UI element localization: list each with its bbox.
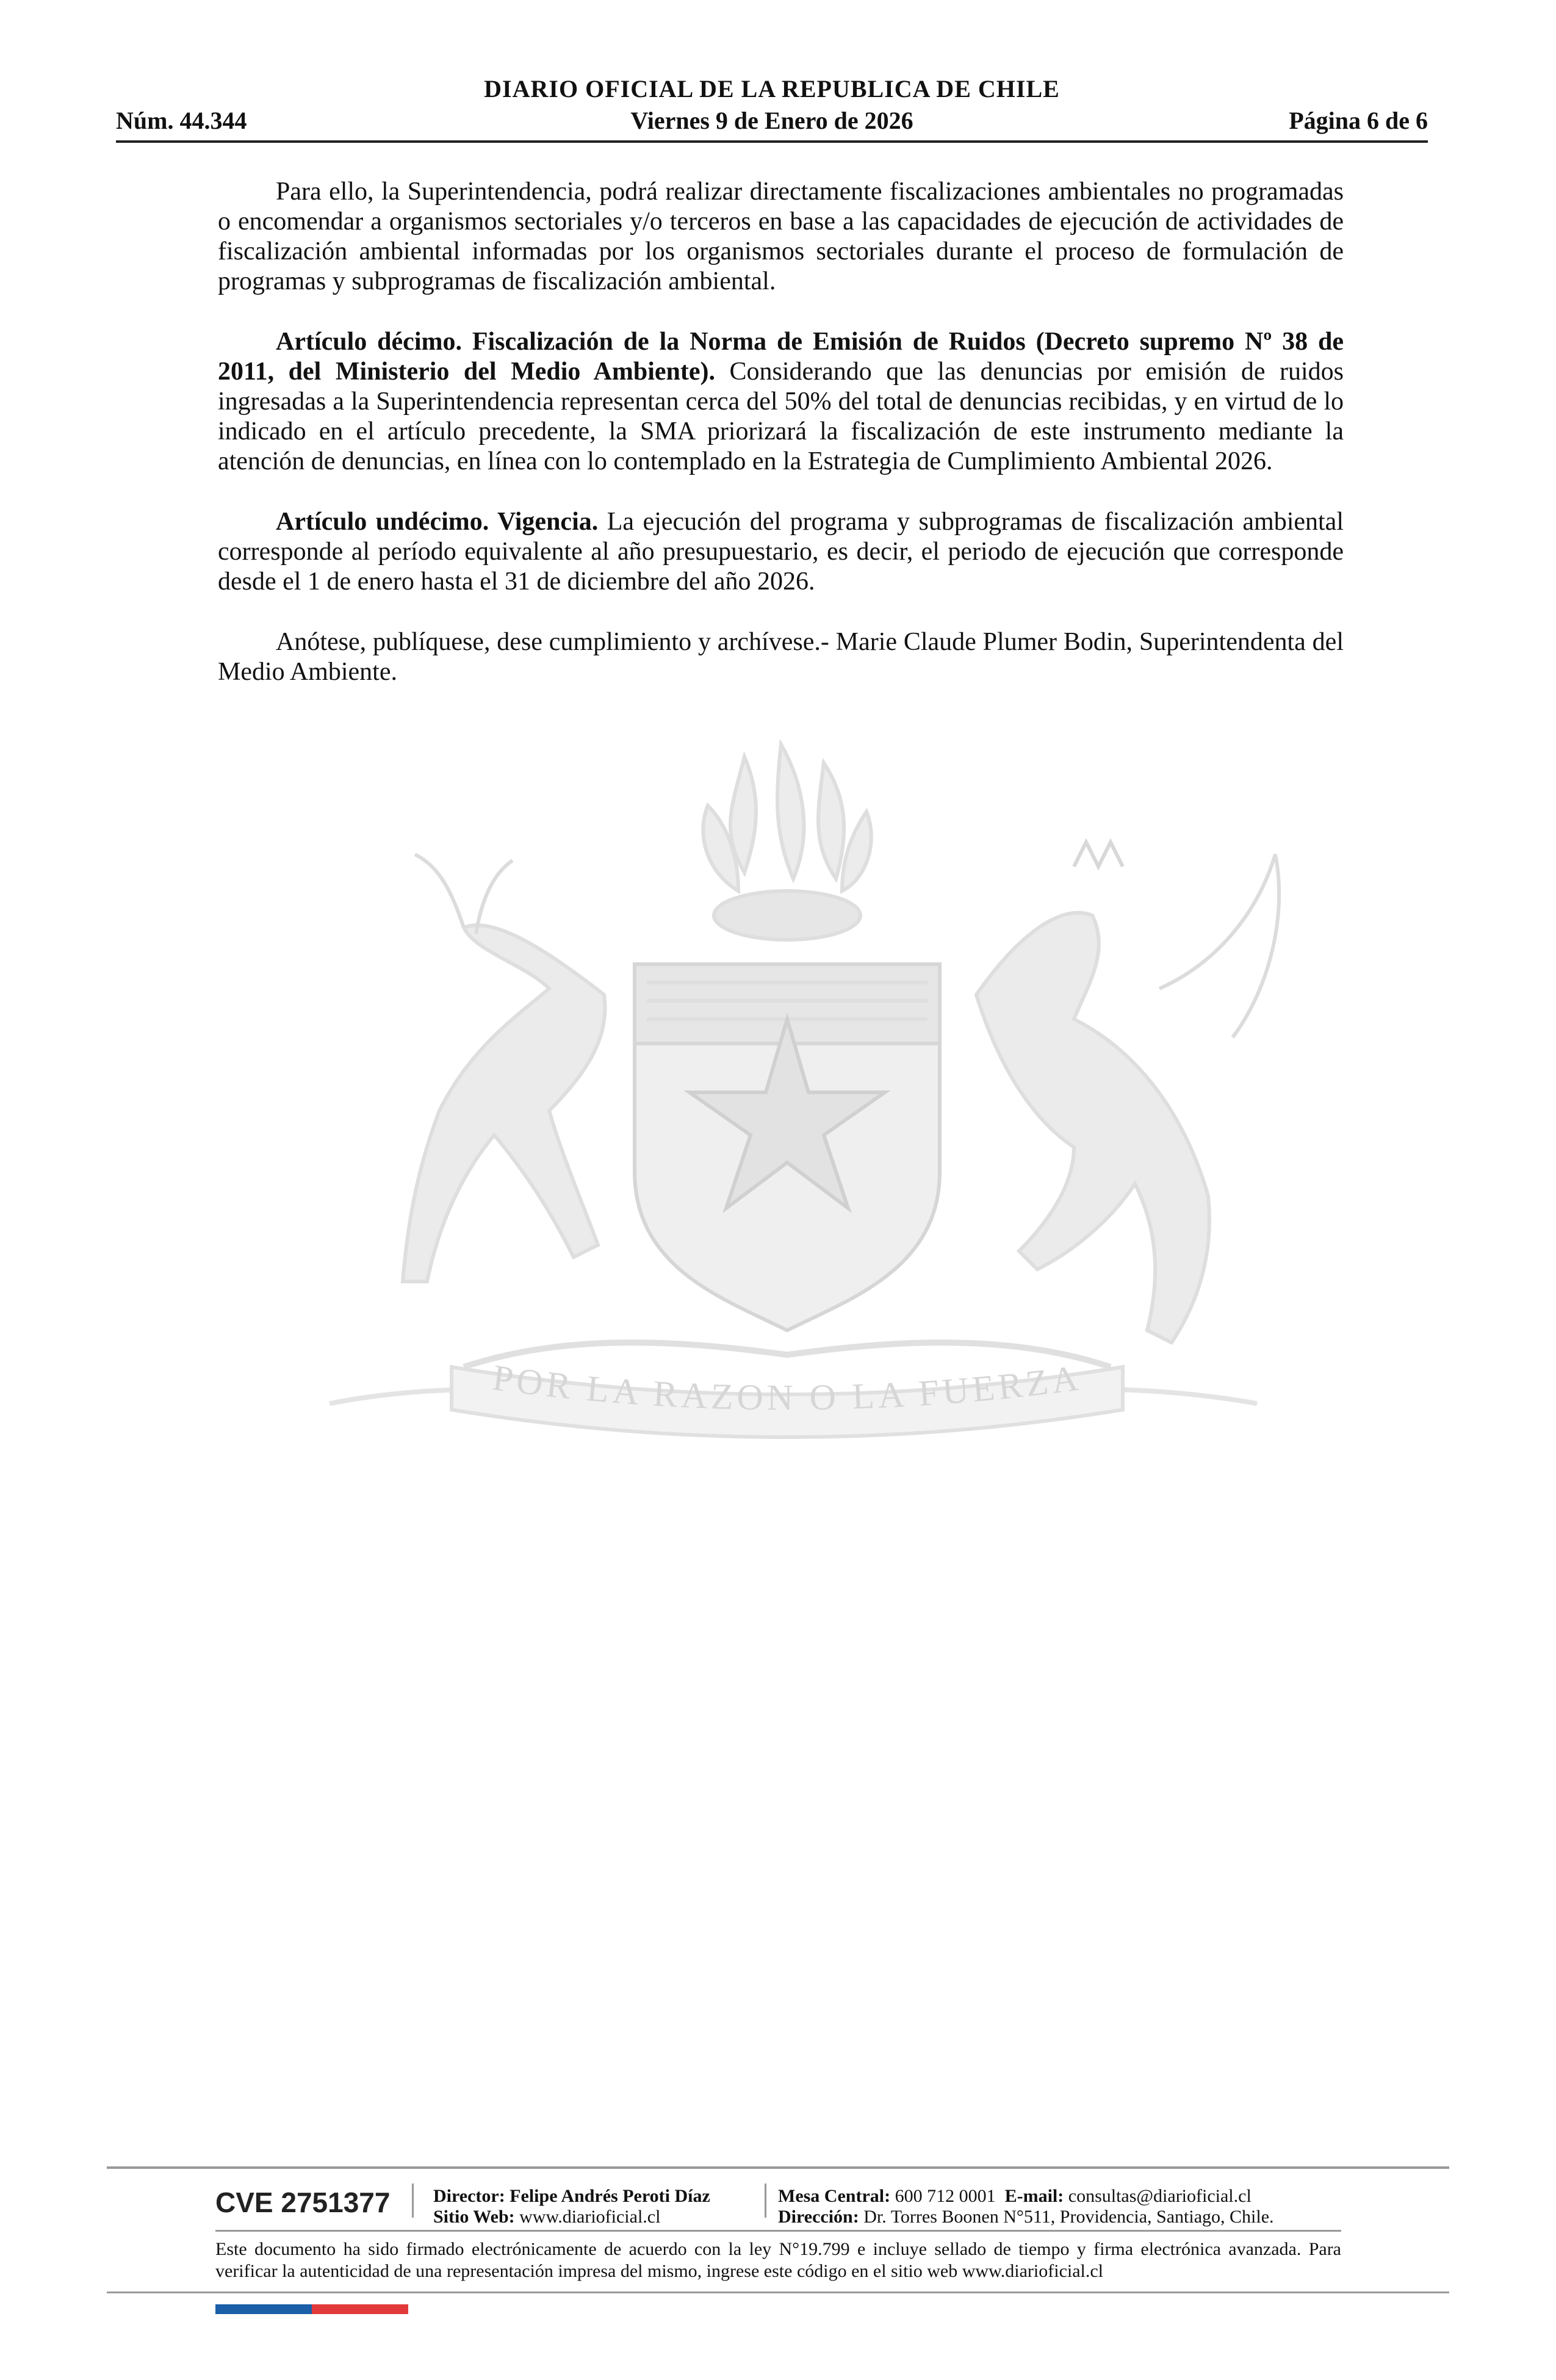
article-10-heading: Artículo décimo. Fiscalización de la Norma de Emisión de Ruidos (Decreto supremo Nº 38 de 2011, del Ministerio del Medio Ambiente). (218, 328, 1344, 386)
paragraph-article-11 (218, 507, 1344, 597)
director-name: Felipe Andrés Peroti Díaz (510, 2186, 710, 2206)
footer-separator (412, 2183, 414, 2218)
director-label: Director: (433, 2186, 505, 2206)
website-link[interactable]: www.diarioficial.cl (519, 2207, 661, 2227)
header-divider (116, 140, 1428, 143)
watermark-shapes (330, 745, 1279, 1437)
paragraph-article-10 (218, 327, 1344, 477)
coat-of-arms-watermark (207, 732, 1367, 1574)
issue-date: Viernes 9 de Enero de 2026 (630, 107, 913, 134)
article-11-heading: Artículo undécimo. Vigencia. (276, 508, 599, 536)
page-header (116, 74, 1428, 146)
paragraph-intro: Para ello, la Superintendencia, podrá realizar directamente fiscalizaciones ambientales no programadas o encomendar a organismos sectoriales y/o terceros en base a las capacidades de ejecución de actividades de fiscalización ambiental informadas por los organismos sectoriales durante el proceso de formulación de programas y subprogramas de fiscalización ambiental. (218, 178, 1344, 295)
email-link[interactable]: consultas@diarioficial.cl (1068, 2186, 1252, 2206)
page-number: Página 6 de 6 (1289, 107, 1428, 134)
signature-note: Este documento ha sido firmado electrónicamente de acuerdo con la ley N°19.799 e incluye sellado de tiempo y firma electrónica avanzada. Para verificar la autenticidad de una representación impresa del mismo, ingrese este código en el sitio web www.diarioficial.cl (215, 2239, 1341, 2281)
article-10-text: Considerando que las denuncias por emisión de ruidos ingresadas a la Superintendencia representan cerca del 50% del total de denuncias recibidas, y en virtud de lo indicado en el artículo precedente, la SMA priorizará la fiscalización de este instrumento mediante la atención de denuncias, en línea con lo contemplado en la Estrategia de Cumplimiento Ambiental 2026. (218, 358, 1344, 475)
footer-director-block (433, 2186, 710, 2227)
website-label: Sitio Web: (433, 2207, 515, 2227)
footer-bottom-divider (107, 2292, 1449, 2293)
phone-label: Mesa Central: (778, 2186, 891, 2206)
phone-value: 600 712 0001 (895, 2186, 996, 2206)
footer-mid-divider (215, 2230, 1341, 2232)
footer-top-divider (107, 2166, 1449, 2169)
footer-contact-block (778, 2186, 1274, 2227)
article-11-text: La ejecución del programa y subprogramas de fiscalización ambiental corresponde al período equivalente al año presupuestario, es decir, el periodo de ejecución que corresponde desde el 1 de enero hasta el 31 de diciembre del año 2026. (218, 508, 1344, 596)
cve-code: CVE 2751377 (215, 2187, 391, 2218)
footer-separator (765, 2183, 766, 2218)
page-footer (107, 2166, 1449, 2319)
address-label: Dirección: (778, 2207, 859, 2227)
email-label: E-mail: (1004, 2186, 1064, 2206)
motto-text: POR LA RAZON O LA FUERZA (490, 1357, 1084, 1418)
address-value: Dr. Torres Boonen N°511, Providencia, Santiago, Chile. (863, 2207, 1274, 2227)
flag-bar-red (312, 2304, 408, 2314)
paragraph-closing: Anótese, publíquese, dese cumplimiento y archívese.- Marie Claude Plumer Bodin, Superintendenta del Medio Ambiente. (218, 628, 1344, 686)
newspaper-title: DIARIO OFICIAL DE LA REPUBLICA DE CHILE (484, 75, 1060, 103)
document-body (218, 177, 1344, 718)
flag-bar-blue (215, 2304, 312, 2314)
issue-number: Núm. 44.344 (116, 107, 247, 134)
